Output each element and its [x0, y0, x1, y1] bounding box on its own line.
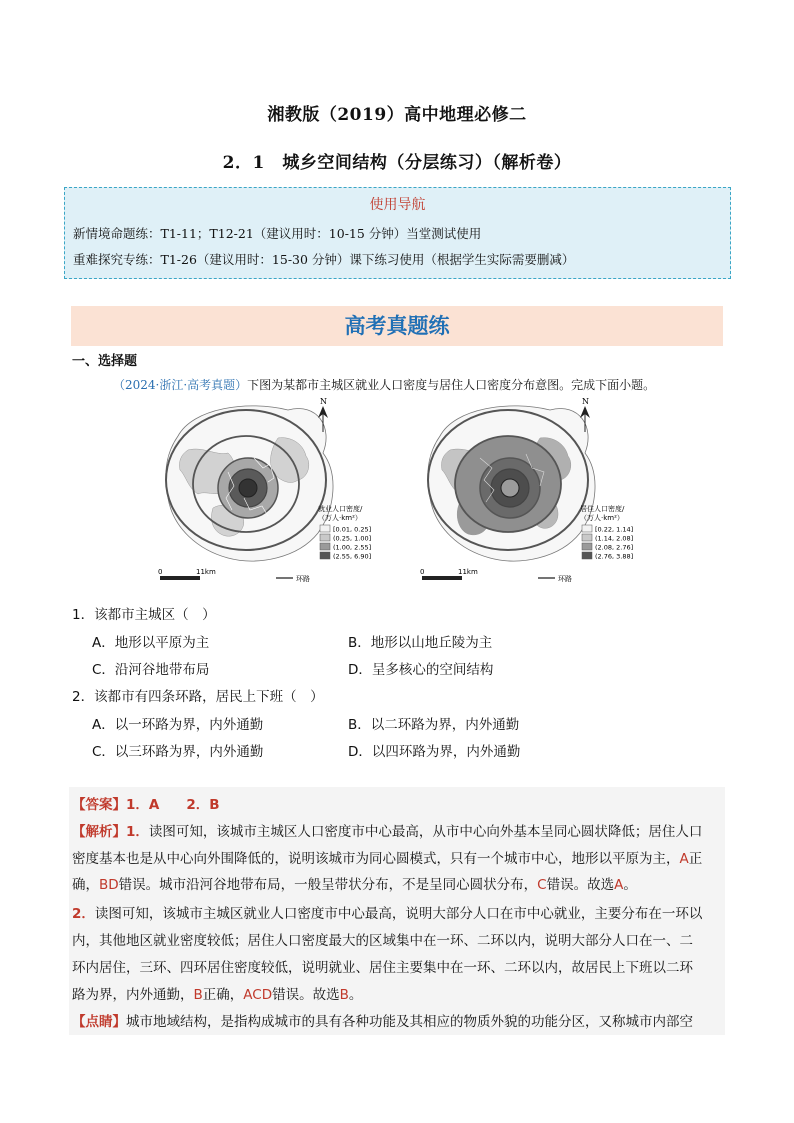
residential-density-map	[420, 398, 633, 583]
point-tag: 【点睛】	[72, 1014, 126, 1030]
north-label-right: N	[582, 398, 589, 406]
question-1-stem: 1．该都市主城区（ ）	[72, 607, 216, 623]
analysis-2-line-1	[72, 902, 702, 922]
question-2-option-d[interactable]: D．以四环路为界，内外通勤	[348, 744, 521, 760]
legend-swatch-left-4	[320, 552, 330, 559]
legend-label-left-2: (0.25, 1.00]	[333, 534, 372, 543]
legend-label-left-1: [0.01, 0.25]	[333, 525, 372, 534]
legend-label-right-1: [0.22, 1.14]	[595, 525, 634, 534]
question-2-option-b[interactable]: B．以二环路为界，内外通勤	[348, 717, 520, 733]
analysis-2-text-4b: 正确，	[202, 987, 244, 1003]
scale-km-right: 11km	[458, 568, 478, 576]
analysis-1-text-2-end: 正	[688, 851, 703, 867]
legend-label-left-3: (1.00, 2.55]	[333, 543, 372, 552]
analysis-1-line-2	[72, 847, 702, 867]
legend-label-right-4: (2.76, 3.88]	[595, 552, 634, 561]
legend-swatch-left-2	[320, 534, 330, 541]
analysis-1-text-3b: 错误。城市沿河谷地带布局，一般呈带状分布，不是呈同心圆状分布，	[118, 877, 538, 893]
employment-density-map	[158, 398, 371, 583]
answer-line	[72, 793, 220, 813]
question-2-stem: 2．该都市有四条环路，居民上下班（ ）	[72, 689, 324, 705]
north-label-left: N	[320, 398, 327, 406]
question-2-option-c[interactable]: C．以三环路为界，内外通勤	[92, 744, 264, 760]
analysis-1-text-2: 密度基本也是从中心向外围降低的，说明该城市为同心圆模式，只有一个城市中心，地形以平原为主，	[72, 851, 680, 867]
analysis-2-text-4a: 路为界，内外通勤，	[72, 987, 194, 1003]
analysis-1-line-3	[72, 873, 637, 893]
ring-road-legend-left: 环路	[296, 575, 310, 583]
usage-guide-line-2: 重难探究专练：T1-26（建议用时：15-30 分钟）课下练习使用（根据学生实际需要删减）	[73, 252, 575, 267]
legend-label-right-2: (1.14, 2.08]	[595, 534, 634, 543]
legend-swatch-left-3	[320, 543, 330, 550]
question-2-option-a[interactable]: A．以一环路为界，内外通勤	[92, 717, 264, 733]
section-heading: 一、选择题	[72, 354, 138, 369]
usage-guide-title: 使用导航	[369, 197, 426, 213]
scale-km-left: 11km	[196, 568, 216, 576]
legend-swatch-right-2	[582, 534, 592, 541]
legend-swatch-right-3	[582, 543, 592, 550]
analysis-1-text-1: 读图可知，该城市主城区人口密度市中心最高，从市中心向外基本呈同心圆状降低；居住人口	[148, 824, 703, 840]
question-1-option-b[interactable]: B．地形以山地丘陵为主	[348, 635, 493, 651]
analysis-1-option-a: A	[679, 851, 689, 867]
question-1-option-d[interactable]: D．呈多核心的空间结构	[348, 662, 494, 678]
analysis-2-line-3: 环内居住，三环、四环居住密度较低，说明就业、居住主要集中在一环、二环以内，故居民上下班以二环	[72, 960, 693, 976]
analysis-1-number: 1．	[126, 824, 149, 840]
legend-title-right: 居住人口密度/	[580, 505, 625, 513]
analysis-2-text-1: 读图可知，该城市主城区就业人口密度市中心最高，说明大部分人口在市中心就业，主要分布在一环以	[94, 906, 703, 922]
question-1-option-a[interactable]: A．地形以平原为主	[92, 635, 210, 651]
legend-swatch-right-1	[582, 525, 592, 532]
question-intro-text: 下图为某都市主城区就业人口密度与居住人口密度分布意图。完成下面小题。	[247, 378, 656, 392]
analysis-2-line-4	[72, 983, 362, 1003]
analysis-1-choice: A	[614, 877, 624, 893]
question-source: （2024·浙江·高考真题）	[113, 378, 248, 392]
question-intro	[113, 376, 655, 393]
scale-zero-left: 0	[158, 568, 163, 576]
legend-title-left: 就业人口密度/	[318, 505, 363, 513]
analysis-1-option-c: C	[537, 877, 547, 893]
point-text: 城市地域结构，是指构成城市的具有各种功能及其相应的物质外貌的功能分区，又称城市内部空	[126, 1014, 693, 1030]
legend-swatch-left-1	[320, 525, 330, 532]
point-line	[72, 1010, 693, 1030]
analysis-2-choice: B	[339, 987, 349, 1003]
ring-road-legend-right: 环路	[558, 575, 572, 583]
analysis-1-text-3a: 确，	[72, 877, 99, 893]
analysis-1-option-bd: BD	[99, 877, 119, 893]
document-title: 湘教版（2019）高中地理必修二	[267, 105, 527, 125]
legend-swatch-right-4	[582, 552, 592, 559]
section-banner	[71, 306, 723, 346]
analysis-1-text-3c: 错误。故选	[546, 877, 615, 893]
legend-label-right-3: (2.08, 2.76]	[595, 543, 634, 552]
analysis-2-text-4c: 错误。故选	[272, 987, 340, 1003]
usage-guide-box	[64, 187, 731, 279]
answer-tag: 【答案】	[72, 797, 126, 813]
analysis-1-text-3d: 。	[623, 877, 637, 893]
usage-guide-line-1: 新情境命题练：T1-11；T12-21（建议用时：10-15 分钟）当堂测试使用	[73, 226, 482, 241]
section-banner-text: 高考真题练	[344, 314, 450, 338]
analysis-2-option-acd: ACD	[243, 987, 273, 1003]
density-maps-figure	[158, 398, 680, 590]
legend-label-left-4: (2.55, 6.90]	[333, 552, 372, 561]
analysis-1-line-1	[72, 820, 702, 840]
analysis-2-text-4d: 。	[348, 987, 363, 1003]
answer-text: 1．A 2．B	[126, 797, 220, 813]
analysis-2-option-b: B	[193, 987, 203, 1003]
analysis-2-line-2: 内，其他地区就业密度较低；居住人口密度最大的区域集中在一环、二环以内，说明大部分人口在一、二	[72, 933, 693, 949]
legend-unit-left: （万人·km²）	[318, 514, 362, 522]
legend-unit-right: （万人·km²）	[580, 514, 624, 522]
document-subtitle: 2．1 城乡空间结构（分层练习）（解析卷）	[222, 153, 572, 173]
analysis-2-number: 2．	[72, 906, 95, 922]
analysis-tag: 【解析】	[72, 824, 126, 840]
scale-zero-right: 0	[420, 568, 425, 576]
question-1-option-c[interactable]: C．沿河谷地带布局	[92, 662, 210, 678]
